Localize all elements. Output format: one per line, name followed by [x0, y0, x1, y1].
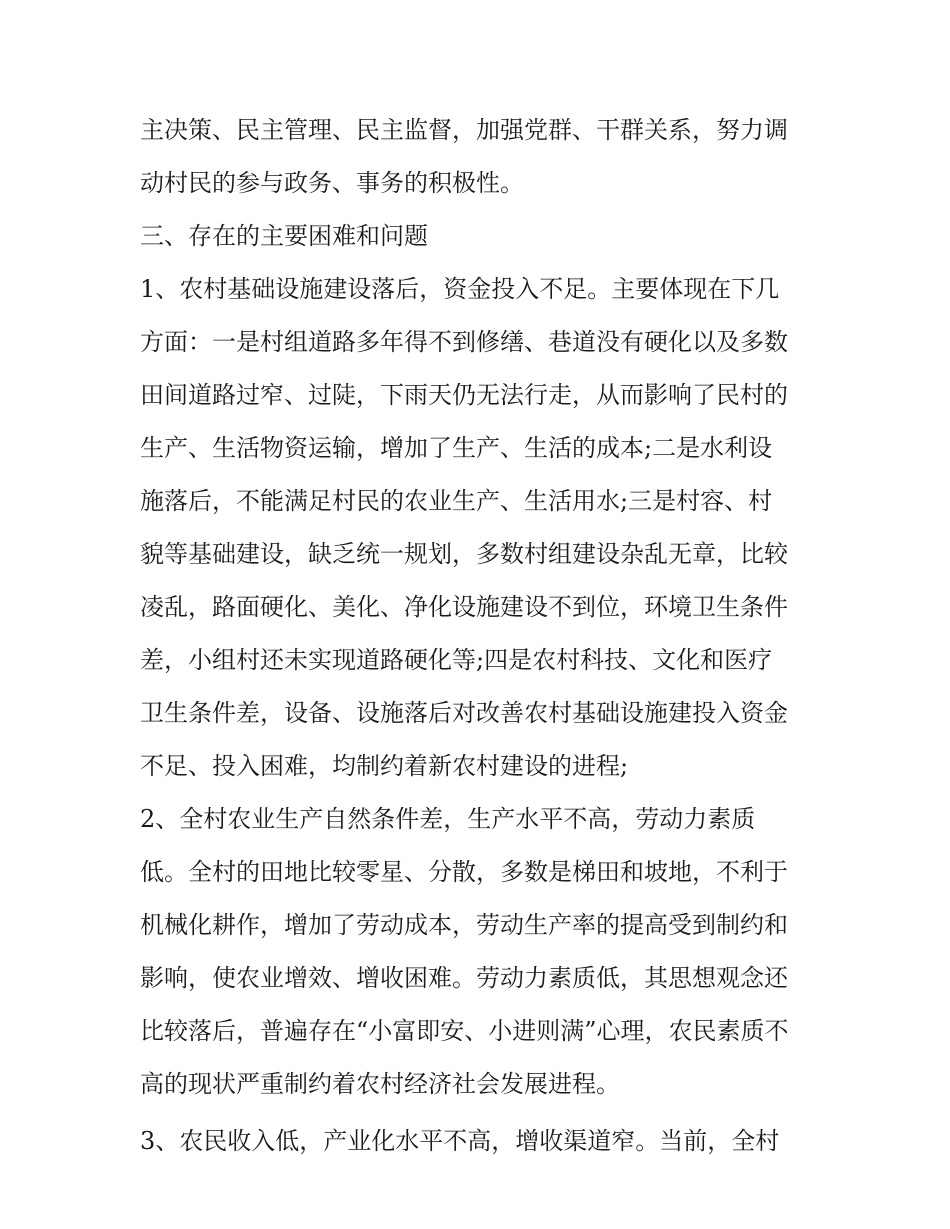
- body-text: [140, 104, 820, 1168]
- text-line: 3、农民收入低，产业化水平不高，增收渠道窄。当前，全村: [140, 1127, 780, 1155]
- text-line: 比较落后，普遍存在“小富即安、小进则满”心理，农民素质不: [140, 1017, 789, 1045]
- text-line: 差，小组村还未实现道路硬化等;四是农村科技、文化和医疗: [140, 646, 773, 674]
- text-line: 2、全村农业生产自然条件差，生产水平不高，劳动力素质: [140, 805, 756, 833]
- text-line: 生产、生活物资运输，增加了生产、生活的成本;二是水利设: [140, 434, 773, 462]
- text-line: 不足、投入困难，均制约着新农村建设的进程;: [140, 752, 629, 780]
- text-line: 机械化耕作，增加了劳动成本，劳动生产率的提高受到制约和: [140, 911, 788, 939]
- text-line: 高的现状严重制约着农村经济社会发展进程。: [140, 1070, 620, 1098]
- text-line: 1、农村基础设施建设落后，资金投入不足。主要体现在下几: [140, 275, 780, 303]
- text-line: 低。全村的田地比较零星、分散，多数是梯田和坡地，不利于: [140, 858, 788, 886]
- text-line: 施落后，不能满足村民的农业生产、生活用水;三是村容、村: [140, 487, 773, 515]
- section-heading: 三、存在的主要困难和问题: [140, 222, 428, 250]
- text-line: 主决策、民主管理、民主监督，加强党群、干群关系，努力调: [140, 116, 788, 144]
- text-line: 方面：一是村组道路多年得不到修缮、巷道没有硬化以及多数: [140, 328, 788, 356]
- text-line: 影响，使农业增效、增收困难。劳动力素质低，其思想观念还: [140, 964, 788, 992]
- text-line: 貌等基础建设，缺乏统一规划，多数村组建设杂乱无章，比较: [140, 540, 788, 568]
- text-line: 凌乱，路面硬化、美化、净化设施建设不到位，环境卫生条件: [140, 593, 788, 621]
- text-line: 卫生条件差，设备、设施落后对改善农村基础设施建投入资金: [140, 699, 788, 727]
- text-line: 田间道路过窄、过陡，下雨天仍无法行走，从而影响了民村的: [140, 381, 788, 409]
- text-line: 动村民的参与政务、事务的积极性。: [140, 169, 524, 197]
